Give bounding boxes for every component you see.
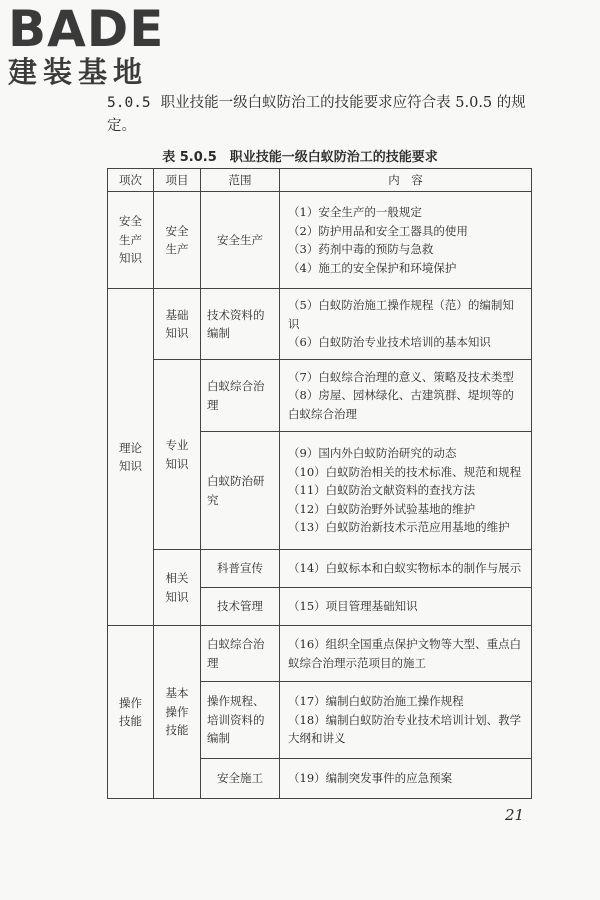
content-item: （9）国内外白蚁防治研究的动态 <box>288 446 457 461</box>
content-item: （4）施工的安全保护和环境保护 <box>288 260 457 275</box>
logo-subtitle: 建装基地 <box>8 55 149 89</box>
content-item: （12）白蚁防治野外试验基地的维护 <box>288 501 476 516</box>
header-project: 项目 <box>154 169 201 192</box>
content-item: （10）白蚁防治相关的技术标准、规范和规程 <box>288 464 522 479</box>
content-item: （19）编制突发事件的应急预案 <box>288 771 453 786</box>
project-cell: 基本操作技能 <box>154 626 201 799</box>
table-row <box>108 360 532 432</box>
table-row <box>108 289 532 360</box>
intro-paragraph <box>107 92 537 138</box>
bade-logo <box>8 0 178 92</box>
logo-brand: BADE <box>8 0 165 58</box>
content-cell <box>280 289 532 360</box>
scope-cell: 科普宣传 <box>201 550 280 588</box>
content-cell <box>280 682 532 759</box>
clause-number: 5.0.5 <box>107 95 151 111</box>
scope-cell: 白蚁综合治理 <box>201 626 280 682</box>
page-number: 21 <box>505 806 525 824</box>
content-item: （8）房屋、园林绿化、古建筑群、堤坝等的白蚁综合治理 <box>288 388 514 421</box>
clause-text: 职业技能一级白蚁防治工的技能要求应符合表 5.0.5 的规定。 <box>107 95 526 134</box>
content-cell <box>280 360 532 432</box>
table-caption: 表 5.0.5 职业技能一级白蚁防治工的技能要求 <box>162 150 438 165</box>
content-cell <box>280 432 532 550</box>
content-cell <box>280 192 532 289</box>
content-item: （18）编制白蚁防治专业技术培训计划、教学大纲和讲义 <box>288 712 522 746</box>
content-cell <box>280 588 532 626</box>
content-item: （2）防护用品和安全工器具的使用 <box>288 223 468 238</box>
table-row <box>108 550 532 588</box>
scope-cell: 白蚁防治研究 <box>201 432 280 550</box>
project-cell: 安全生产 <box>154 192 201 289</box>
content-cell <box>280 759 532 799</box>
project-cell: 基础知识 <box>154 289 201 360</box>
content-item: （14）白蚁标本和白蚁实物标本的制作与展示 <box>288 561 522 576</box>
scope-cell: 技术资料的编制 <box>201 289 280 360</box>
content-item: （15）项目管理基础知识 <box>288 599 418 614</box>
content-item: （11）白蚁防治文献资料的查找方法 <box>288 483 476 498</box>
content-item: （1）安全生产的一般规定 <box>288 205 422 219</box>
content-item: （6）白蚁防治专业技术培训的基本知识 <box>288 335 491 350</box>
content-item: （16）组织全国重点保护文物等大型、重点白蚁综合治理示范项目的施工 <box>288 637 522 670</box>
project-cell: 专业知识 <box>154 360 201 550</box>
category-cell: 安全生产知识 <box>108 192 154 289</box>
table-row <box>108 192 532 289</box>
category-cell: 操作技能 <box>108 626 154 799</box>
content-item: （5）白蚁防治施工操作规程（范）的编制知识 <box>288 298 514 331</box>
header-index: 项次 <box>108 169 154 192</box>
scope-cell: 安全施工 <box>201 759 280 799</box>
header-content: 内 容 <box>280 169 532 192</box>
content-cell <box>280 626 532 682</box>
header-scope: 范围 <box>201 169 280 192</box>
project-cell: 相关知识 <box>154 550 201 626</box>
category-cell: 理论知识 <box>108 289 154 626</box>
skills-table <box>107 168 532 799</box>
content-item: （3）药剂中毒的预防与急救 <box>288 242 434 256</box>
scope-cell: 安全生产 <box>201 192 280 289</box>
content-item: （13）白蚁防治新技术示范应用基地的维护 <box>288 520 510 535</box>
content-cell <box>280 550 532 588</box>
scope-cell: 白蚁综合治理 <box>201 360 280 432</box>
table-row <box>108 626 532 682</box>
scope-cell: 操作规程、培训资料的编制 <box>201 682 280 759</box>
table-header-row <box>108 169 532 192</box>
content-item: （17）编制白蚁防治施工操作规程 <box>288 694 464 709</box>
scope-cell: 技术管理 <box>201 588 280 626</box>
content-item: （7）白蚁综合治理的意义、策略及技术类型 <box>288 369 514 384</box>
